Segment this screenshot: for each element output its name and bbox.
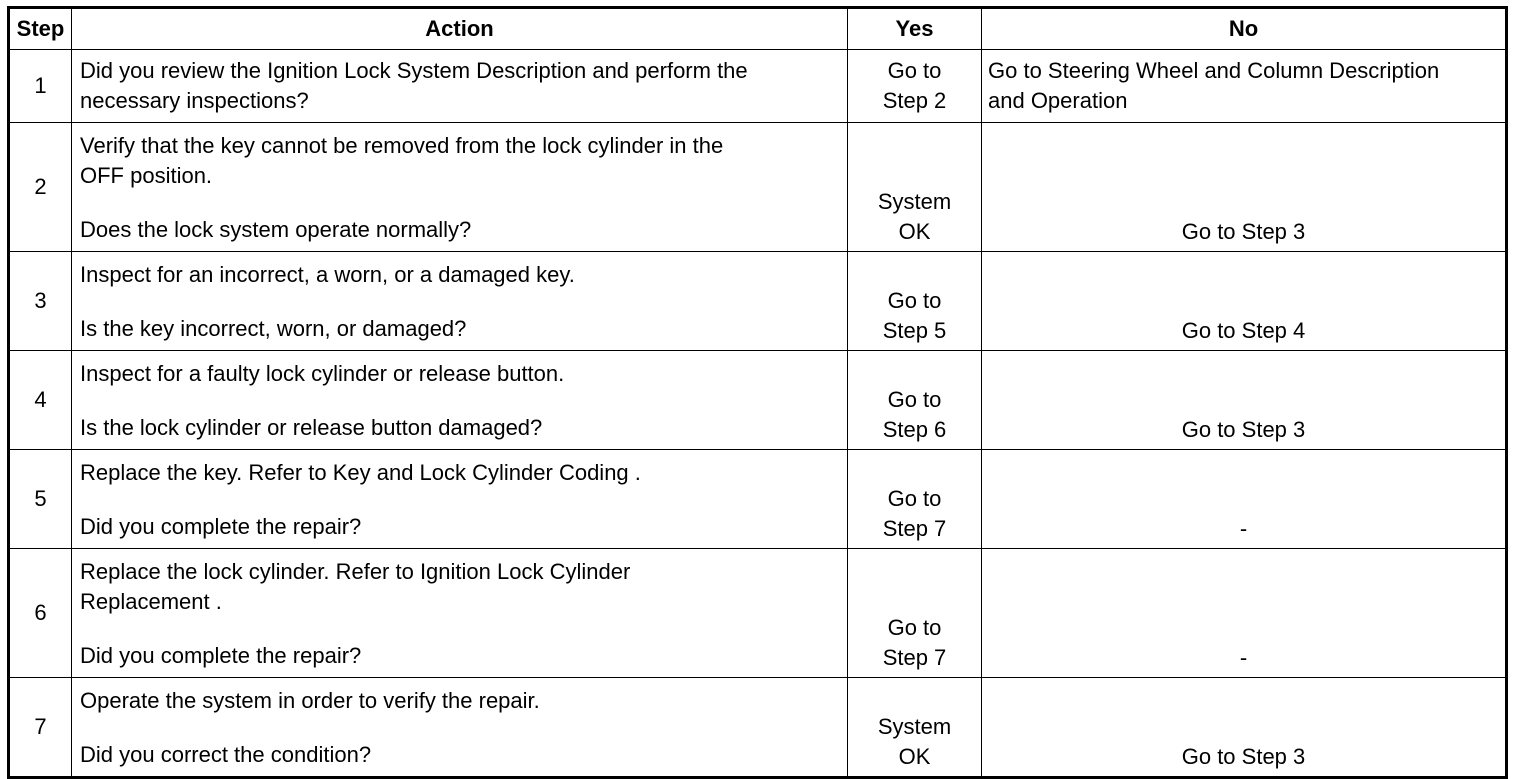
yes-text: Step 6 [882, 417, 947, 442]
yes-cell [848, 50, 982, 123]
yes-cell [848, 678, 982, 778]
action-text: Replacement . [80, 589, 222, 614]
action-cell [72, 50, 848, 123]
step-number: 3 [9, 252, 72, 351]
no-text: Go to Step 3 [1181, 219, 1306, 244]
yes-text: Step 7 [882, 645, 947, 670]
no-cell [982, 351, 1507, 450]
no-text: Go to Step 3 [1181, 417, 1306, 442]
yes-cell [848, 123, 982, 252]
yes-cell [848, 252, 982, 351]
action-question: Is the key incorrect, worn, or damaged? [80, 316, 467, 341]
header-step: Step [9, 8, 72, 50]
yes-cell [848, 450, 982, 549]
step-number: 1 [9, 50, 72, 123]
no-cell [982, 450, 1507, 549]
action-cell [72, 123, 848, 252]
yes-cell [848, 549, 982, 678]
no-cell [982, 50, 1507, 123]
step-number: 2 [9, 123, 72, 252]
action-cell [72, 450, 848, 549]
no-text: - [1239, 516, 1248, 541]
step-number: 7 [9, 678, 72, 778]
yes-text: Step 7 [882, 516, 947, 541]
yes-text: Step 2 [882, 88, 947, 113]
yes-text: Go to [887, 387, 942, 412]
yes-text: OK [898, 744, 931, 769]
no-cell [982, 678, 1507, 778]
no-cell [982, 123, 1507, 252]
table-row [9, 549, 1507, 678]
no-text: Go to Step 4 [1181, 318, 1306, 343]
action-text: Operate the system in order to verify the repair. [80, 688, 540, 713]
action-cell [72, 678, 848, 778]
table-row [9, 450, 1507, 549]
header-yes: Yes [848, 8, 982, 50]
action-text: Verify that the key cannot be removed from the lock cylinder in the [80, 133, 724, 158]
yes-text: Go to [887, 58, 942, 83]
no-cell [982, 252, 1507, 351]
header-action: Action [72, 8, 848, 50]
action-question: Does the lock system operate normally? [80, 217, 472, 242]
yes-text: Go to [887, 615, 942, 640]
action-question: Did you complete the repair? [80, 514, 362, 539]
no-text: Go to Step 3 [1181, 744, 1306, 769]
no-text: - [1239, 645, 1248, 670]
action-text: Inspect for a faulty lock cylinder or release button. [80, 361, 565, 386]
step-number: 5 [9, 450, 72, 549]
no-text: Go to Steering Wheel and Column Description [988, 58, 1440, 83]
no-cell [982, 549, 1507, 678]
yes-cell [848, 351, 982, 450]
diagnostic-table [7, 6, 1508, 779]
yes-text: Go to [887, 288, 942, 313]
header-no: No [982, 8, 1507, 50]
yes-text: Step 5 [882, 318, 947, 343]
table-row [9, 351, 1507, 450]
step-number: 6 [9, 549, 72, 678]
action-question: Did you complete the repair? [80, 643, 362, 668]
table-row [9, 123, 1507, 252]
action-text: Did you review the Ignition Lock System Description and perform the [80, 58, 748, 83]
yes-text: System [877, 714, 952, 739]
yes-text: System [877, 189, 952, 214]
action-text: Replace the lock cylinder. Refer to Ignition Lock Cylinder [80, 559, 631, 584]
yes-text: OK [898, 219, 931, 244]
no-text: and Operation [988, 88, 1128, 113]
table-row [9, 678, 1507, 778]
table-row [9, 50, 1507, 123]
action-text: necessary inspections? [80, 88, 309, 113]
diagnostic-table-container [7, 6, 1508, 779]
action-question: Is the lock cylinder or release button damaged? [80, 415, 543, 440]
action-cell [72, 252, 848, 351]
table-row [9, 252, 1507, 351]
step-number: 4 [9, 351, 72, 450]
header-row [9, 8, 1507, 50]
action-text: OFF position. [80, 163, 213, 188]
action-text: Inspect for an incorrect, a worn, or a damaged key. [80, 262, 575, 287]
action-cell [72, 351, 848, 450]
action-cell [72, 549, 848, 678]
yes-text: Go to [887, 486, 942, 511]
action-question: Did you correct the condition? [80, 742, 372, 767]
action-text: Replace the key. Refer to Key and Lock Cylinder Coding . [80, 460, 641, 485]
